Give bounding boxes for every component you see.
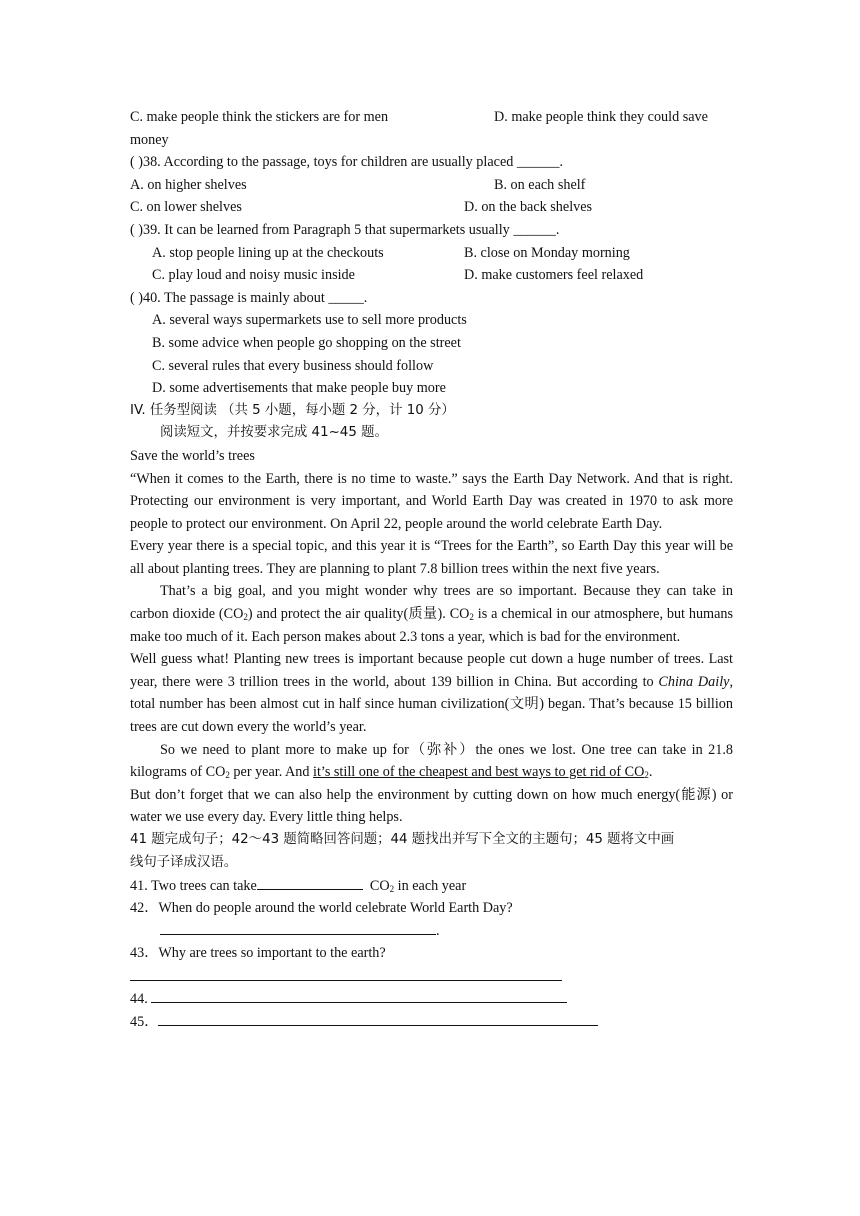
q38-options-ab <box>130 174 733 197</box>
passage-paragraph-1: “When it comes to the Earth, there is no time to waste.” says the Earth Day Network. And that is right. Protecting our environment is very important, and World Earth Day was created in 1970 to ask more people to protect our environment. On April 22, people around the world celebrate Earth Day. <box>130 470 733 532</box>
q40-option-b: B. some advice when people go shopping on the street <box>152 334 461 351</box>
task-instruction-1: 41 题完成句子；42～43 题简略回答问题；44 题找出并写下全文的主题句；45 题将文中画 <box>130 832 675 847</box>
answer-blank-41[interactable] <box>257 874 363 890</box>
task-instruction-2: 线句子译成汉语。 <box>130 854 238 870</box>
q38-option-d: D. on the back shelves <box>464 199 593 216</box>
q40-option-d: D. some advertisements that make people buy more <box>152 380 446 397</box>
answer-blank-44[interactable] <box>151 987 567 1003</box>
question-44: 44. <box>130 987 733 1010</box>
question-43: 43．Why are trees so important to the earth? <box>130 944 386 961</box>
section-heading: IV. 任务型阅读 （共 5 小题，每小题 2 分，计 10 分） <box>130 402 455 418</box>
underlined-sentence: it’s still one of the cheapest and best ways to get rid of $CO_2$ <box>313 764 649 781</box>
q40-option-c: C. several rules that every business should follow <box>152 357 434 374</box>
q38-option-c: C. on lower shelves <box>130 199 242 216</box>
q40-stem: ( )40. The passage is mainly about _____. <box>130 289 368 306</box>
q37-option-d: D. make people think they could save <box>494 109 708 125</box>
passage-title: Save the world’s trees <box>130 447 255 464</box>
answer-line-43 <box>130 965 733 988</box>
answer-blank-45[interactable] <box>158 1010 598 1026</box>
q39-options-cd <box>130 264 733 287</box>
q39-option-a: A. stop people lining up at the checkouts <box>152 244 384 261</box>
answer-blank-42[interactable] <box>160 919 436 935</box>
question-42: 42．When do people around the world celebrate World Earth Day? <box>130 899 513 916</box>
passage-paragraph-3: That’s a big goal, and you might wonder why trees are so important. Because they can take in carbon dioxide $(CO_2)$ and protect the air quality(质量). $CO_2$ is a chemical in our atmosphere, but humans make too much of it. Each person makes about 2.3 tons a year, which is bad for the environment. <box>130 583 733 645</box>
q37-options-cd <box>130 106 733 129</box>
q39-option-c: C. play loud and noisy music inside <box>152 267 355 284</box>
passage-paragraph-2: Every year there is a special topic, and this year it is “Trees for the Earth”, so Earth Day this year will be all about planting trees. They are planning to plant 7.8 billion trees within the next five years. <box>130 538 733 577</box>
answer-blank-43[interactable] <box>130 965 562 981</box>
q39-stem: ( )39. It can be learned from Paragraph 5 that supermarkets usually ______. <box>130 221 560 238</box>
passage-paragraph-6: But don’t forget that we can also help the environment by cutting down on how much energy(能源) or water we use every day. Every little thing helps. <box>130 786 733 826</box>
question-45: 45． <box>130 1010 733 1033</box>
q38-stem: ( )38. According to the passage, toys for children are usually placed ______. <box>130 154 563 171</box>
q38-option-b: B. on each shelf <box>494 176 586 193</box>
passage-paragraph-5: So we need to plant more to make up for（弥补）the ones we lost. One tree can take in 21.8 kilograms of $CO_2$ per year. And it’s still one of the cheapest and best ways to get rid of $CO_2$. <box>130 741 733 781</box>
q39-options-ab <box>130 242 733 265</box>
q37-option-d-cont: money <box>130 131 169 148</box>
q37-option-c: C. make people think the stickers are for men <box>130 109 389 125</box>
answer-line-42: . <box>130 919 733 942</box>
worksheet-page <box>130 106 733 1032</box>
q38-options-cd <box>130 196 733 219</box>
q40-option-a: A. several ways supermarkets use to sell more products <box>152 312 467 329</box>
question-41: 41. Two trees can take $CO_2$ in each year <box>130 874 733 897</box>
q39-option-b: B. close on Monday morning <box>464 244 630 261</box>
q39-option-d: D. make customers feel relaxed <box>464 267 644 284</box>
section-instruction: 阅读短文，并按要求完成 41~45 题。 <box>160 425 388 441</box>
newspaper-name: China Daily <box>658 673 730 690</box>
passage-paragraph-4: Well guess what! Planting new trees is important because people cut down a huge number of trees. Last year, there were 3 trillion trees in the world, about 139 billion in China. But according to China Daily, total number has been almost cut in half since human civilization(文明) began. That’s because 15 billion trees are cut down every the world’s year. <box>130 651 733 736</box>
q38-option-a: A. on higher shelves <box>130 176 247 193</box>
